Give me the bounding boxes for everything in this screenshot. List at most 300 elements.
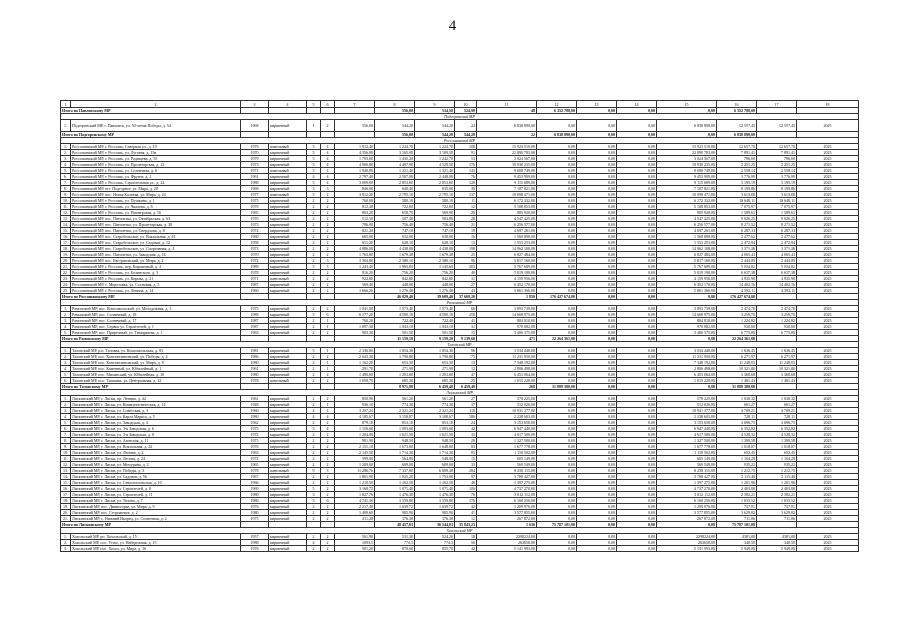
table-cell: 75 — [455, 354, 477, 360]
table-cell: 5 861 366,00 — [657, 288, 717, 294]
table-cell: 2 321,24 — [415, 408, 455, 414]
table-cell: кирпичный — [269, 396, 307, 402]
table-cell: 1 673,00 — [375, 444, 415, 450]
table-cell: 0,00 — [617, 174, 657, 180]
table-cell: 1989 — [241, 312, 269, 318]
table-cell: 10 098 471,00 — [477, 192, 537, 198]
table-cell: 2 — [307, 438, 321, 444]
table-cell: 737,91 — [717, 504, 757, 510]
table-cell: 0,00 — [537, 168, 577, 174]
row-index: 1. — [61, 348, 71, 354]
column-number: 16 — [717, 101, 757, 108]
table-cell: 0,00 — [537, 252, 577, 258]
table-cell: 1 714,30 — [375, 450, 415, 456]
row-index: 1. — [61, 396, 71, 402]
section-title: Лискинский МР — [61, 390, 859, 396]
table-cell: 1 666,20 — [335, 288, 375, 294]
table-cell: 0,00 — [577, 408, 617, 414]
table-cell: 2 — [307, 252, 321, 258]
table-cell: кирпичный — [269, 450, 307, 456]
table-cell: 2 — [307, 462, 321, 468]
table-cell: 1968 — [241, 120, 269, 132]
address-cell: Таловский МР, пос. Константиновский, ул. Победы, д. 4 — [71, 354, 241, 360]
table-cell: 12 557,45 — [717, 120, 757, 132]
table-cell: 2 — [307, 222, 321, 228]
table-cell: 0,00 — [577, 276, 617, 282]
table-cell: 842,80 — [415, 276, 455, 282]
table-cell: 1965 — [241, 462, 269, 468]
table-cell: 0,00 — [617, 108, 657, 114]
table-cell: 3 195,19 — [717, 180, 757, 186]
table-cell: 6 271,97 — [757, 354, 797, 360]
table-cell: 3 371,36 — [717, 246, 757, 252]
table-cell: панельный — [269, 168, 307, 174]
table-cell: 268 — [477, 384, 537, 390]
table-cell: 1 589,61 — [757, 210, 797, 216]
table-cell: панельный — [269, 144, 307, 150]
table-cell: 5 019 190,00 — [477, 270, 537, 276]
table-cell: 30 — [455, 186, 477, 192]
table-cell: 1 043,10 — [375, 324, 415, 330]
row-index: 13. — [61, 468, 71, 474]
table-cell: 6 160 256,00 — [657, 498, 717, 504]
table-cell: 0,00 — [537, 474, 577, 480]
table-cell: 1 041,00 — [335, 306, 375, 312]
table-cell: 2 — [307, 198, 321, 204]
table-cell: 0,00 — [537, 240, 577, 246]
table-cell: 970 082,00 — [657, 324, 717, 330]
row-index: 9. — [61, 192, 71, 198]
table-cell: 42 — [455, 546, 477, 552]
table-cell: 0,00 — [577, 396, 617, 402]
row-index: 17. — [61, 492, 71, 498]
table-cell: 1 224,70 — [375, 144, 415, 150]
table-cell: кирпичный — [269, 486, 307, 492]
table-cell: 19 930 235,00 — [657, 162, 717, 168]
table-cell: 1974 — [241, 228, 269, 234]
table-cell: 0,00 — [577, 516, 617, 522]
table-cell: 580,10 — [415, 198, 455, 204]
table-cell: 0,00 — [577, 306, 617, 312]
table-cell: 42 — [455, 426, 477, 432]
table-cell: 1 397 275,00 — [657, 480, 717, 486]
row-index: 3. — [61, 360, 71, 366]
address-cell: Лискинский МР, г. Лиски, ул. Заводская, д. 4 — [71, 420, 241, 426]
table-cell: 75 787 101,00 — [537, 522, 577, 528]
table-cell: 4 547 425,00 — [477, 216, 537, 222]
table-cell: 15 923 510,00 — [477, 144, 537, 150]
table-cell: 1 209 976,00 — [477, 504, 537, 510]
table-cell: 176 427 674,00 — [717, 294, 757, 300]
table-cell: 1967 — [241, 474, 269, 480]
table-cell: 5 — [307, 192, 321, 198]
table-cell: 1988 — [241, 180, 269, 186]
address-cell: Хохольский МР, рп. Хохольский, д. 15 — [71, 534, 241, 540]
table-cell: 2 — [321, 372, 335, 378]
table-cell: 2025 — [797, 246, 859, 252]
table-cell: 796,00 — [717, 156, 757, 162]
table-cell: 48 — [477, 108, 537, 114]
table-cell: 935,22 — [757, 462, 797, 468]
table-cell: 0,00 — [537, 540, 577, 546]
table-cell: 2025 — [797, 258, 859, 264]
table-cell: 3 406 375,00 — [477, 330, 537, 336]
table-cell: 3 — [321, 468, 335, 474]
table-cell: 0,00 — [537, 186, 577, 192]
table-cell: 2 444,09 — [717, 258, 757, 264]
table-cell: 2025 — [797, 456, 859, 462]
table-cell: 0,00 — [537, 288, 577, 294]
address-cell: Лискинский МР, г. Лиски, ул. Победы, д. 3 — [71, 468, 241, 474]
address-cell: Лискинский МР, г. Лиски, ул. Строителей, д. 8 — [71, 486, 241, 492]
table-cell: 0,00 — [537, 450, 577, 456]
table-cell: 2025 — [797, 426, 859, 432]
table-cell: 2 582,21 — [757, 492, 797, 498]
table-cell: 0,00 — [577, 354, 617, 360]
table-cell: 711,86 — [717, 516, 757, 522]
table-cell: 0,00 — [577, 216, 617, 222]
table-cell: 198 — [455, 246, 477, 252]
table-cell: 531,30 — [375, 534, 415, 540]
table-cell: 5 360,68 — [757, 372, 797, 378]
row-index: 8. — [61, 186, 71, 192]
table-cell: 2 — [321, 486, 335, 492]
table-cell: 0,00 — [617, 456, 657, 462]
table-cell: 0,00 — [577, 438, 617, 444]
table-cell: 1 790,80 — [375, 354, 415, 360]
row-index: 5. — [61, 330, 71, 336]
table-cell: 561,20 — [375, 396, 415, 402]
address-cell: Лискинский МР, с. Нижний Икорец, ул. Солнечная, д. 2 — [71, 516, 241, 522]
table-cell: 0,00 — [577, 366, 617, 372]
table-cell: кирпичный — [269, 174, 307, 180]
table-cell: 1 397 275,00 — [477, 480, 537, 486]
table-cell: 6 287,33 — [757, 228, 797, 234]
table-cell: 3 207,24 — [335, 408, 375, 414]
address-cell: Россошанский МР, г. Россошь, пер. Кирпичный, д. 4 — [71, 264, 241, 270]
table-cell: 507,40 — [375, 216, 415, 222]
table-cell: 544,20 — [415, 132, 455, 138]
table-cell: 13 — [455, 240, 477, 246]
address-cell: Рамонский МР, пос. Солнечный, д. 18 — [71, 312, 241, 318]
table-cell: 7 348 192,00 — [477, 360, 537, 366]
table-cell: 0,00 — [577, 180, 617, 186]
table-cell: 0,00 — [617, 198, 657, 204]
table-cell: кирпичный — [269, 216, 307, 222]
address-cell: Лискинский МР, г. Лиски, ул. Коммунистическая, д. 14 — [71, 402, 241, 408]
table-cell: 0,00 — [537, 162, 577, 168]
table-cell: 501,50 — [415, 330, 455, 336]
table-cell: 2025 — [797, 210, 859, 216]
table-cell: 0,00 — [577, 432, 617, 438]
table-cell: 16 — [455, 234, 477, 240]
row-index: 11. — [61, 204, 71, 210]
table-cell: 1970 — [241, 216, 269, 222]
table-cell: 2 336,00 — [335, 348, 375, 354]
table-cell: 0,00 — [617, 468, 657, 474]
table-cell: 1 636,45 — [717, 348, 757, 354]
table-cell: 2298224,00 — [657, 534, 717, 540]
table-cell: 1 104,29 — [717, 456, 757, 462]
table-cell: 2025 — [797, 492, 859, 498]
table-cell: 0,00 — [617, 516, 657, 522]
table-cell: 10 640,11 — [717, 198, 757, 204]
table-cell: кирпичный — [269, 480, 307, 486]
table-cell: 658,70 — [375, 210, 415, 216]
table-cell: панельный — [269, 276, 307, 282]
table-cell: 5 767 689,00 — [477, 264, 537, 270]
table-cell: 6 — [321, 312, 335, 318]
row-index: 21. — [61, 264, 71, 270]
table-cell: 2025 — [797, 546, 859, 552]
table-cell: 1961 — [241, 174, 269, 180]
table-cell: 2 380,10 — [415, 258, 455, 264]
table-cell: 747,10 — [415, 228, 455, 234]
table-cell: 548,00 — [415, 456, 455, 462]
table-cell: 0,00 — [577, 108, 617, 114]
table-cell: 22 264 361,00 — [717, 336, 757, 342]
table-cell: 3 158,87 — [375, 414, 415, 420]
table-cell: 2 — [321, 492, 335, 498]
table-cell: 1970 — [241, 252, 269, 258]
table-cell: 1 212,75 — [717, 468, 757, 474]
table-cell: кирпичный — [269, 186, 307, 192]
table-cell: 1 833,52 — [757, 498, 797, 504]
table-cell: 816,20 — [335, 270, 375, 276]
table-cell: 14 668 975,00 — [477, 312, 537, 318]
table-cell: 21 — [455, 222, 477, 228]
table-cell: 853,10 — [375, 420, 415, 426]
table-cell: кирпичный — [269, 492, 307, 498]
table-cell: 0,00 — [617, 402, 657, 408]
table-cell: 0,00 — [617, 546, 657, 552]
table-cell: 91 — [455, 150, 477, 156]
table-cell: 0,00 — [617, 276, 657, 282]
table-cell: 2025 — [797, 330, 859, 336]
table-cell: 2 — [321, 474, 335, 480]
table-cell: 2025 — [797, 486, 859, 492]
table-cell: 524,20 — [415, 534, 455, 540]
table-cell: 31 889 380,00 — [717, 384, 757, 390]
table-cell: 580,10 — [375, 198, 415, 204]
table-cell: 569,90 — [415, 210, 455, 216]
table-cell: 9 026,25 — [757, 216, 797, 222]
table-cell: 0,00 — [657, 108, 717, 114]
row-index: 10. — [61, 450, 71, 456]
table-cell: 1 327 500,00 — [477, 438, 537, 444]
table-cell: 4 500,10 — [375, 312, 415, 318]
table-cell: 2025 — [797, 372, 859, 378]
table-cell: 0,00 — [537, 216, 577, 222]
row-index: 15. — [61, 480, 71, 486]
table-cell: 11 231 950,00 — [657, 354, 717, 360]
table-cell: 2025 — [797, 288, 859, 294]
table-cell: 186 — [455, 414, 477, 420]
table-cell: 3 696,75 — [717, 420, 757, 426]
address-cell: Рамонский МР, пос. Комсомольский, ул. Молодежная, д. 3 — [71, 306, 241, 312]
table-cell: 512 026,00 — [657, 402, 717, 408]
table-cell: 756,20 — [415, 270, 455, 276]
table-cell: 884 810,00 — [657, 318, 717, 324]
table-cell: 0,00 — [657, 384, 717, 390]
table-cell: 0,00 — [537, 282, 577, 288]
table-cell: 2 — [307, 432, 321, 438]
table-cell: 1 018,07 — [757, 444, 797, 450]
table-cell: 665,00 — [335, 234, 375, 240]
table-cell: 5 — [307, 150, 321, 156]
table-cell: 1980 — [241, 414, 269, 420]
table-cell: 981,90 — [335, 438, 375, 444]
table-cell: 5 360,68 — [717, 372, 757, 378]
total-label: Итого по Рамонскому МР — [61, 336, 241, 342]
table-cell: 19 930 235,00 — [477, 162, 537, 168]
table-cell: 3 259,70 — [717, 312, 757, 318]
table-cell: 2 — [307, 402, 321, 408]
table-cell: 0,00 — [577, 540, 617, 546]
table-cell: 0,00 — [617, 378, 657, 384]
column-number: 13 — [577, 101, 617, 108]
table-cell: 630,00 — [415, 234, 455, 240]
table-cell: 3 629,02 — [757, 510, 797, 516]
table-cell: 271,90 — [375, 366, 415, 372]
table-cell: 2025 — [797, 510, 859, 516]
row-index: 16. — [61, 234, 71, 240]
table-cell: 1 827,76 — [335, 492, 375, 498]
table-cell: 2025 — [797, 156, 859, 162]
address-cell: Россошанский МР, пос. Пятилетка, ул. Октябрьская, д. 63 — [71, 216, 241, 222]
table-cell: 83 — [455, 444, 477, 450]
table-cell: 1 971,40 — [375, 486, 415, 492]
table-cell: 0,00 — [537, 144, 577, 150]
table-cell: 534,50 — [415, 108, 455, 114]
table-cell: 9 008 749,00 — [477, 168, 537, 174]
address-cell: Лискинский МР, г. Лиски, пр. Ленина, д. 42 — [71, 396, 241, 402]
table-cell: 0,00 — [577, 378, 617, 384]
table-cell: 4 — [307, 540, 321, 546]
table-cell: 2025 — [797, 192, 859, 198]
table-cell: 0,00 — [617, 282, 657, 288]
row-index: 12. — [61, 210, 71, 216]
page-number: 4 — [448, 18, 457, 34]
column-number: 5 — [307, 101, 321, 108]
table-cell: 96 — [455, 348, 477, 354]
table-cell: 4 — [307, 408, 321, 414]
table-cell: 1 573,40 — [375, 306, 415, 312]
table-cell: 5 — [307, 168, 321, 174]
table-cell: 1963 — [241, 330, 269, 336]
table-row — [61, 546, 859, 552]
table-cell: 0,00 — [617, 432, 657, 438]
table-cell: 5 — [307, 348, 321, 354]
table-cell: 0,00 — [617, 534, 657, 540]
row-index: 19. — [61, 252, 71, 258]
address-cell: Лискинский МР, г. Лиски, ул. Азовская, д. 11 — [71, 438, 241, 444]
table-cell: 0,00 — [537, 180, 577, 186]
table-cell: 2 — [307, 396, 321, 402]
table-cell: 47 — [455, 372, 477, 378]
table-cell: 812,40 — [335, 204, 375, 210]
table-cell: кирпичный — [269, 306, 307, 312]
table-cell: 2 — [321, 516, 335, 522]
table-cell: 0,00 — [577, 234, 617, 240]
table-cell: кирпичный — [269, 156, 307, 162]
table-cell: 3 — [307, 492, 321, 498]
table-cell: 6 838 890,00 — [657, 120, 717, 132]
table-cell: 1975 — [241, 516, 269, 522]
table-cell: 1 — [321, 324, 335, 330]
table-cell: 3 259,70 — [757, 312, 797, 318]
table-cell: 512,50 — [335, 216, 375, 222]
table-cell: 8 271,52 — [717, 222, 757, 228]
table-cell: 0,00 — [617, 450, 657, 456]
table-cell: 10 640,11 — [757, 198, 797, 204]
table-cell: 1 850 — [477, 294, 537, 300]
table-cell: 0,00 — [577, 462, 617, 468]
table-cell: 2 — [321, 354, 335, 360]
table-cell: 985,90 — [375, 510, 415, 516]
table-cell: 2 — [321, 432, 335, 438]
table-cell: 628,10 — [375, 240, 415, 246]
table-cell: 2 477,62 — [717, 234, 757, 240]
table-cell: 722,40 — [415, 318, 455, 324]
table-cell: 7 891,41 — [717, 150, 757, 156]
table-cell: 544,20 — [375, 120, 415, 132]
table-cell: 0,00 — [537, 462, 577, 468]
table-cell: 0,00 — [577, 486, 617, 492]
table-cell: 756,40 — [415, 222, 455, 228]
table-cell: 0,00 — [537, 222, 577, 228]
column-number: 7 — [335, 101, 375, 108]
table-cell: 901,20 — [335, 546, 375, 552]
table-cell: 0,00 — [577, 498, 617, 504]
table-cell: кирпичный — [269, 180, 307, 186]
table-cell: 835,00 — [415, 186, 455, 192]
table-cell: 2025 — [797, 366, 859, 372]
table-cell: 1975 — [241, 198, 269, 204]
table-cell: 1 327 500,00 — [657, 438, 717, 444]
table-cell: 4 497,90 — [375, 162, 415, 168]
table-cell: 36 544,03 — [415, 522, 455, 528]
table-cell: 2025 — [797, 276, 859, 282]
table-cell: 6 809,40 — [415, 468, 455, 474]
table-cell: 599,00 — [335, 456, 375, 462]
table-cell: 1 965,00 — [375, 264, 415, 270]
table-cell: 2 853,00 — [415, 180, 455, 186]
table-cell: 685,30 — [415, 378, 455, 384]
table-cell: 0,00 — [617, 324, 657, 330]
table-cell: 3 009,00 — [335, 180, 375, 186]
section-title: Хохольский МР — [61, 528, 859, 534]
table-cell: 0,00 — [537, 348, 577, 354]
table-cell: 271,90 — [415, 366, 455, 372]
table-cell: 9 026,25 — [717, 216, 757, 222]
table-cell: 556,00 — [335, 120, 375, 132]
address-cell: Таловский МР, р.п. Таловая, ул. Комсомольская, д. 83 — [71, 348, 241, 354]
table-cell: 3 153 658,00 — [657, 420, 717, 426]
table-cell: 685,30 — [375, 378, 415, 384]
table-cell: 1973 — [241, 246, 269, 252]
table-cell: 1 043,10 — [415, 324, 455, 330]
address-cell: Лискинский МР, г. Лиски, ул. Титова, д. 7 — [71, 498, 241, 504]
address-cell: Россошанский МР, с. Морозовка, ул. Сосновая, д. 5 — [71, 282, 241, 288]
column-number: 12 — [537, 101, 577, 108]
table-cell: 6 459,40 — [455, 384, 477, 390]
table-cell: 0,00 — [537, 480, 577, 486]
table-cell: 284 — [455, 468, 477, 474]
table-cell: 1 321,40 — [415, 168, 455, 174]
table-cell: 0,00 — [537, 264, 577, 270]
table-cell: 1 481,43 — [717, 378, 757, 384]
